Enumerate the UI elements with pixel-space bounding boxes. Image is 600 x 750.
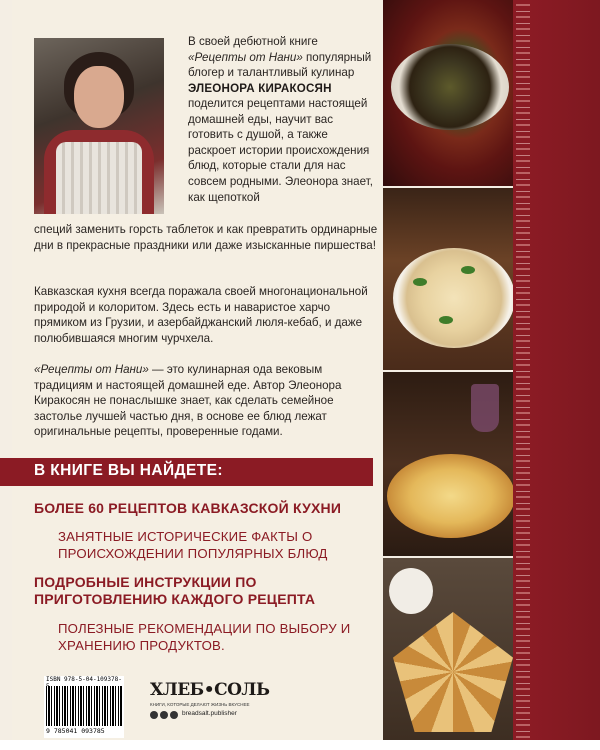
banner-text: В КНИГЕ ВЫ НАЙДЕТЕ: (34, 462, 223, 479)
barcode-number: 9 785041 093785 (46, 727, 105, 735)
feature-advice: ПОЛЕЗНЫЕ РЕКОМЕНДАЦИИ ПО ВЫБОРУ И ХРАНЕНИЮ ПРОДУКТОВ. (58, 621, 351, 653)
herb-garnish (413, 278, 427, 286)
baklava-plate (393, 612, 513, 732)
bottom-strip (0, 740, 600, 750)
ode-title-italic: «Рецепты от Нани» (34, 363, 149, 376)
book-title-italic: «Рецепты от Нани» (188, 50, 303, 64)
intro-continuation: специй заменить горсть таблеток и как превратить ординарные дни в прекрасные праздники или даже изысканные пиршества! (34, 223, 378, 252)
features-banner (0, 458, 373, 486)
herb-garnish (439, 316, 453, 324)
publisher-handle: breadsalt.publisher (182, 710, 237, 717)
intro-line2: популярный блогер и талантливый кулинар (188, 50, 372, 80)
spine-shade (530, 0, 600, 750)
khinkali-plate (393, 248, 513, 348)
paragraph-ode (34, 362, 380, 440)
barcode (44, 676, 124, 738)
khinkali-photo (383, 188, 513, 370)
baklava-photo (383, 558, 513, 740)
feature-recipes: БОЛЕЕ 60 РЕЦЕПТОВ КАВКАЗСКОЙ КУХНИ (34, 500, 342, 516)
paragraph-cuisine: Кавказская кухня всегда поражала своей многонациональной природой и колоритом. Здесь есть и наваристое харчо прямиком из Грузии, и азербайджанский люля-кебаб, и даже полюбившаяся многим чурчхела. (34, 285, 368, 345)
feature-instructions: ПОДРОБНЫЕ ИНСТРУКЦИИ ПО ПРИГОТОВЛЕНИЮ КАЖДОГО РЕЦЕПТА (34, 574, 316, 607)
social-icons (150, 711, 178, 719)
facebook-icon (150, 711, 158, 719)
author-face (74, 66, 124, 128)
dolma-photo (383, 0, 513, 186)
intro-body: поделится рецептами настоящей домашней еды, научит вас готовить с душой, а также раскроет истории происхождения блюд, которые стали для нас совсем родными. Элеонора знает, как щепоткой (188, 97, 373, 204)
ode-text: — это кулинарная ода вековым традициям и настоящей домашней еде. Автор Элеонора Киракосян не понаслышке знает, как сделать семейное застолье лучшей частью дня, в основе ее блюд лежат оригинальные рецепты, проверенные годами. (34, 363, 342, 439)
food-photos (383, 0, 513, 740)
intro-line1: В своей дебютной книге (188, 35, 318, 48)
publisher-tagline: КНИГИ, КОТОРЫЕ ДЕЛАЮТ ЖИЗНЬ ВКУСНЕЕ (150, 702, 250, 707)
author-photo (34, 38, 164, 214)
isbn-label: ISBN 978-5-04-109378- (46, 676, 122, 683)
author-name: ЭЛЕОНОРА КИРАКОСЯН (188, 81, 332, 95)
barcode-bars (46, 686, 122, 726)
instagram-icon (170, 711, 178, 719)
teapot (389, 568, 433, 614)
khachapuri-pie (387, 454, 513, 538)
khachapuri-photo (383, 372, 513, 556)
feature-history: ЗАНЯТНЫЕ ИСТОРИЧЕСКИЕ ФАКТЫ О ПРОИСХОЖДЕНИИ ПОПУЛЯРНЫХ БЛЮД (58, 529, 328, 561)
dolma-plate (391, 44, 509, 130)
ornament-border (516, 0, 530, 750)
herb-garnish (461, 266, 475, 274)
publisher-brand: ХЛЕБ•СОЛЬ (150, 680, 270, 700)
author-apron (56, 142, 142, 214)
intro-head (188, 34, 378, 96)
wine-glass (471, 384, 499, 432)
vk-icon (160, 711, 168, 719)
